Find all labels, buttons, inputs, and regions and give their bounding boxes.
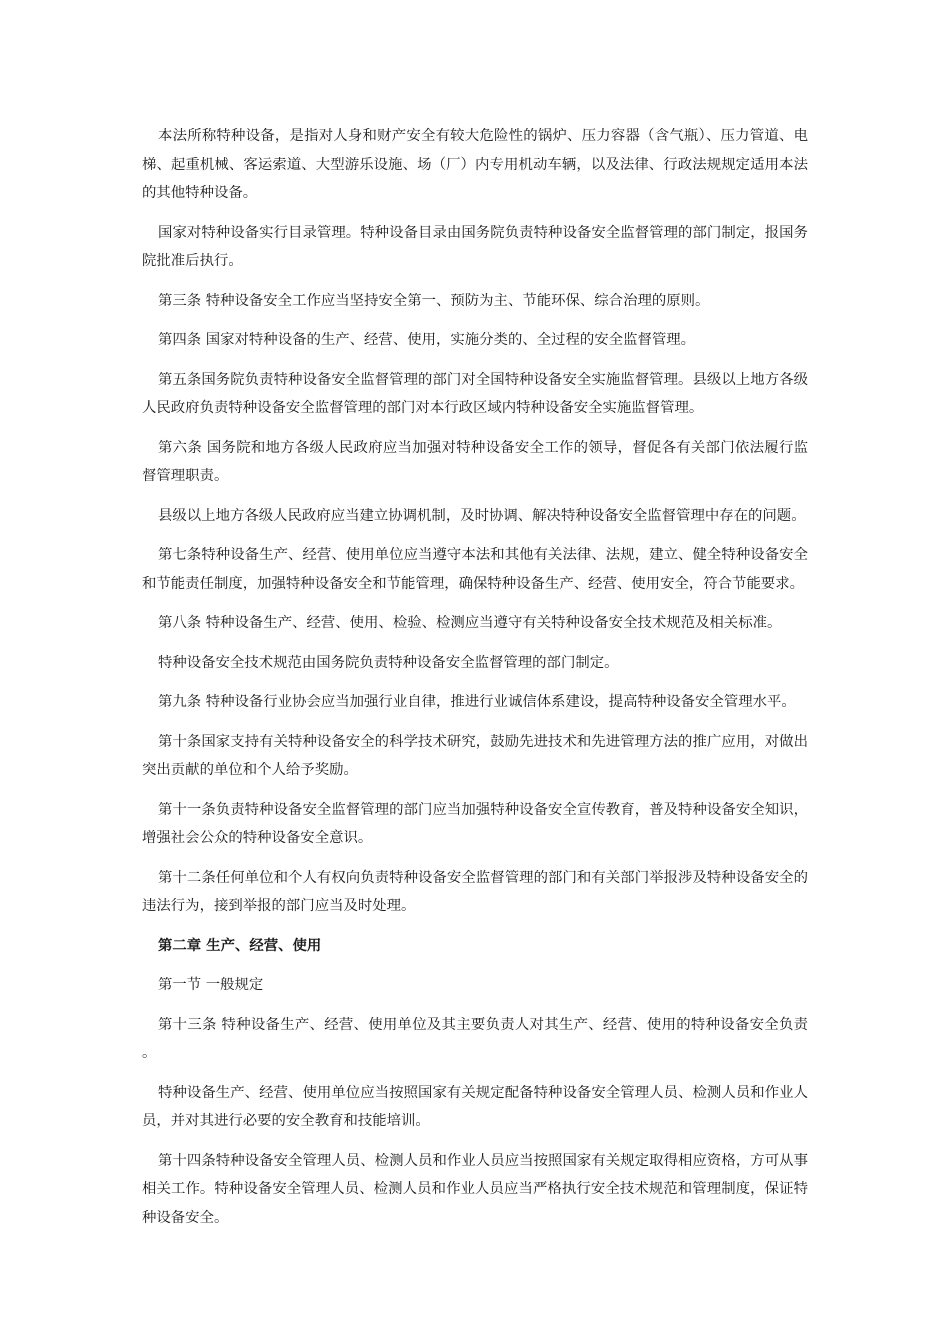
article-9: 第九条 特种设备行业协会应当加强行业自律，推进行业诚信体系建设，提高特种设备安全管理水平。 <box>158 694 796 710</box>
article-8-paragraph-2: 特种设备安全技术规范由国务院负责特种设备安全监督管理的部门制定。 <box>158 654 619 671</box>
chapter-2-heading: 第二章 生产、经营、使用 <box>158 936 322 954</box>
paragraph-definition: 本法所称特种设备，是指对人身和财产安全有较大危险性的锅炉、压力容器（含气瓶）、压力管道、电梯、起重机械、客运索道、大型游乐设施、场（厂）内专用机动车辆，以及法律、行政法规规定适用本法的其他特种设备。 <box>142 128 808 201</box>
article-7: 第七条特种设备生产、经营、使用单位应当遵守本法和其他有关法律、法规，建立、健全特种设备安全和节能责任制度，加强特种设备安全和节能管理，确保特种设备生产、经营、使用安全，符合节能要求。 <box>142 547 808 592</box>
article-8: 第八条 特种设备生产、经营、使用、检验、检测应当遵守有关特种设备安全技术规范及相关标准。 <box>158 615 782 631</box>
paragraph-catalog: 国家对特种设备实行目录管理。特种设备目录由国务院负责特种设备安全监督管理的部门制定，报国务院批准后执行。 <box>142 224 808 269</box>
article-3: 第三条 特种设备安全工作应当坚持安全第一、预防为主、节能环保、综合治理的原则。 <box>158 292 710 309</box>
article-13: 第十三条 特种设备生产、经营、使用单位及其主要负责人对其生产、经营、使用的特种设备安全负责。 <box>142 1016 808 1061</box>
document-page <box>142 122 808 1243</box>
article-5: 第五条国务院负责特种设备安全监督管理的部门对全国特种设备安全实施监督管理。县级以上地方各级人民政府负责特种设备安全监督管理的部门对本行政区域内特种设备安全实施监督管理。 <box>142 371 808 416</box>
article-11: 第十一条负责特种设备安全监督管理的部门应当加强特种设备安全宣传教育，普及特种设备安全知识，增强社会公众的特种设备安全意识。 <box>142 801 808 846</box>
article-12: 第十二条任何单位和个人有权向负责特种设备安全监督管理的部门和有关部门举报涉及特种设备安全的违法行为，接到举报的部门应当及时处理。 <box>142 869 808 914</box>
article-14: 第十四条特种设备安全管理人员、检测人员和作业人员应当按照国家有关规定取得相应资格，方可从事相关工作。特种设备安全管理人员、检测人员和作业人员应当严格执行安全技术规范和管理制度，保证特种设备安全。 <box>142 1152 808 1226</box>
article-6: 第六条 国务院和地方各级人民政府应当加强对特种设备安全工作的领导，督促各有关部门依法履行监督管理职责。 <box>142 439 808 484</box>
article-13-paragraph-2: 特种设备生产、经营、使用单位应当按照国家有关规定配备特种设备安全管理人员、检测人员和作业人员，并对其进行必要的安全教育和技能培训。 <box>142 1084 808 1129</box>
article-6-paragraph-2: 县级以上地方各级人民政府应当建立协调机制，及时协调、解决特种设备安全监督管理中存在的问题。 <box>158 507 806 524</box>
section-1-heading: 第一节 一般规定 <box>158 977 264 993</box>
article-10: 第十条国家支持有关特种设备安全的科学技术研究，鼓励先进技术和先进管理方法的推广应用，对做出突出贡献的单位和个人给予奖励。 <box>142 733 808 778</box>
article-4: 第四条 国家对特种设备的生产、经营、使用，实施分类的、全过程的安全监督管理。 <box>158 332 696 348</box>
